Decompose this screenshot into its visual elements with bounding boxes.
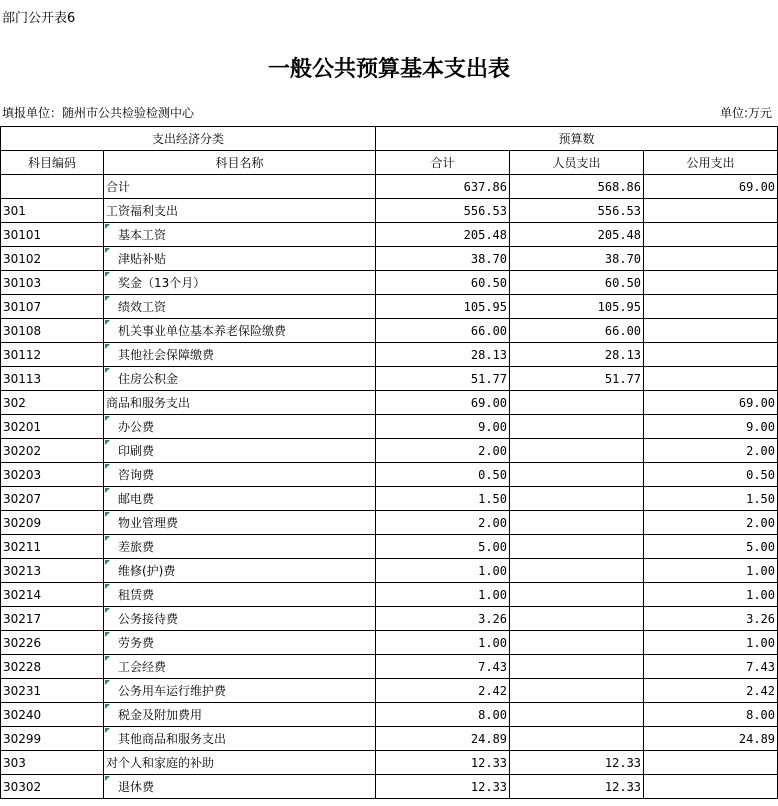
row-code-text: 30103 <box>3 275 42 290</box>
row-name-text: 印刷费 <box>118 444 155 458</box>
row-personnel-text: 556.53 <box>597 203 642 218</box>
row-public <box>644 511 778 535</box>
row-public-text: 69.00 <box>738 395 776 410</box>
row-public <box>644 751 778 775</box>
row-personnel <box>510 367 644 391</box>
row-code-text: 30226 <box>3 635 42 650</box>
row-public <box>644 727 778 751</box>
cell-comment-marker-icon <box>105 368 110 373</box>
cell-comment-marker-icon <box>105 608 110 613</box>
table-number-label: 部门公开表6 <box>2 11 76 26</box>
cell-comment-marker-icon <box>105 440 110 445</box>
row-public <box>644 607 778 631</box>
row-name-text: 商品和服务支出 <box>106 396 191 410</box>
row-personnel-text: 51.77 <box>604 371 642 386</box>
row-total <box>376 559 510 583</box>
row-public <box>644 343 778 367</box>
row-total-text: 9.00 <box>478 419 508 434</box>
row-total-text: 69.00 <box>470 395 508 410</box>
row-name <box>104 367 376 391</box>
row-public-text: 24.89 <box>738 731 776 746</box>
row-name-text: 邮电费 <box>118 492 155 506</box>
row-personnel <box>510 775 644 799</box>
row-code <box>1 463 104 487</box>
row-name-text: 合计 <box>106 180 131 194</box>
row-code-text: 30102 <box>3 251 42 266</box>
table-row <box>1 439 778 463</box>
row-name <box>104 271 376 295</box>
row-name-text: 劳务费 <box>118 636 155 650</box>
row-total-text: 51.77 <box>470 371 508 386</box>
row-name <box>104 175 376 199</box>
cell-comment-marker-icon <box>105 776 110 781</box>
row-name <box>104 391 376 415</box>
row-public <box>644 439 778 463</box>
row-personnel <box>510 511 644 535</box>
row-public-text: 9.00 <box>746 419 776 434</box>
budget-table <box>0 126 778 799</box>
row-code-text: 30217 <box>3 611 42 626</box>
row-code-text: 30202 <box>3 443 42 458</box>
row-personnel-text: 12.33 <box>604 779 642 794</box>
row-personnel-text: 60.50 <box>604 275 642 290</box>
row-code <box>1 415 104 439</box>
row-public <box>644 655 778 679</box>
table-row <box>1 631 778 655</box>
row-code-text: 30240 <box>3 707 42 722</box>
row-code <box>1 319 104 343</box>
row-personnel <box>510 319 644 343</box>
table-row <box>1 415 778 439</box>
row-name <box>104 463 376 487</box>
row-code-text: 30201 <box>3 419 42 434</box>
table-row <box>1 223 778 247</box>
row-personnel <box>510 295 644 319</box>
row-public-text: 2.42 <box>746 683 776 698</box>
row-total <box>376 199 510 223</box>
cell-comment-marker-icon <box>105 680 110 685</box>
row-total <box>376 367 510 391</box>
row-total <box>376 415 510 439</box>
row-personnel <box>510 607 644 631</box>
row-total-text: 12.33 <box>470 755 508 770</box>
currency-unit: 单位:万元 <box>719 106 772 120</box>
row-code-text: 30213 <box>3 563 42 578</box>
header-group-row <box>1 127 778 151</box>
cell-comment-marker-icon <box>105 248 110 253</box>
row-total-text: 2.00 <box>478 515 508 530</box>
row-personnel-text: 568.86 <box>597 179 642 194</box>
row-public <box>644 775 778 799</box>
cell-comment-marker-icon <box>105 272 110 277</box>
row-name <box>104 655 376 679</box>
page-title: 一般公共预算基本支出表 <box>267 56 510 82</box>
row-code <box>1 439 104 463</box>
row-code <box>1 511 104 535</box>
row-name-text: 其他社会保障缴费 <box>118 348 215 362</box>
table-row <box>1 727 778 751</box>
row-name-text: 机关事业单位基本养老保险缴费 <box>118 324 287 338</box>
row-name-text: 退休费 <box>118 780 155 794</box>
row-code-text: 30101 <box>3 227 42 242</box>
table-row <box>1 271 778 295</box>
row-name <box>104 247 376 271</box>
header-public: 公用支出 <box>644 151 778 175</box>
row-public-text: 5.00 <box>746 539 776 554</box>
row-name-text: 公务用车运行维护费 <box>118 684 227 698</box>
table-row <box>1 751 778 775</box>
cell-comment-marker-icon <box>105 464 110 469</box>
row-total <box>376 679 510 703</box>
row-total-text: 1.00 <box>478 635 508 650</box>
row-name <box>104 775 376 799</box>
row-total-text: 66.00 <box>470 323 508 338</box>
row-public <box>644 631 778 655</box>
row-name <box>104 223 376 247</box>
row-public <box>644 391 778 415</box>
row-total <box>376 751 510 775</box>
row-total-text: 12.33 <box>470 779 508 794</box>
cell-comment-marker-icon <box>105 224 110 229</box>
row-total <box>376 583 510 607</box>
row-total <box>376 247 510 271</box>
row-code <box>1 727 104 751</box>
table-row <box>1 535 778 559</box>
reporting-unit: 填报单位：随州市公共检验检测中心 <box>2 106 195 120</box>
row-personnel <box>510 487 644 511</box>
row-name <box>104 511 376 535</box>
row-total <box>376 463 510 487</box>
table-row <box>1 679 778 703</box>
row-code-text: 30107 <box>3 299 42 314</box>
row-public-text: 3.26 <box>746 611 776 626</box>
row-name <box>104 487 376 511</box>
row-name-text: 绩效工资 <box>118 300 167 314</box>
row-public <box>644 703 778 727</box>
row-code <box>1 295 104 319</box>
row-name <box>104 439 376 463</box>
row-public-text: 2.00 <box>746 515 776 530</box>
cell-comment-marker-icon <box>105 488 110 493</box>
row-name <box>104 607 376 631</box>
row-total <box>376 487 510 511</box>
row-total <box>376 223 510 247</box>
row-personnel <box>510 415 644 439</box>
row-name <box>104 631 376 655</box>
row-code <box>1 583 104 607</box>
row-total <box>376 607 510 631</box>
row-code <box>1 703 104 727</box>
row-code-text: 30207 <box>3 491 42 506</box>
row-personnel <box>510 463 644 487</box>
table-row <box>1 295 778 319</box>
row-total <box>376 631 510 655</box>
table-row <box>1 463 778 487</box>
row-code-text: 303 <box>3 755 26 770</box>
row-total-text: 5.00 <box>478 539 508 554</box>
row-name-text: 维修(护)费 <box>118 564 176 578</box>
table-row <box>1 655 778 679</box>
row-code-text: 302 <box>3 395 26 410</box>
row-personnel-text: 38.70 <box>604 251 642 266</box>
row-code <box>1 607 104 631</box>
header-economic-classification: 支出经济分类 <box>1 127 376 151</box>
row-personnel-text: 12.33 <box>604 755 642 770</box>
row-total <box>376 439 510 463</box>
header-personnel: 人员支出 <box>510 151 644 175</box>
row-name <box>104 751 376 775</box>
header-budget-amount: 预算数 <box>376 127 778 151</box>
cell-comment-marker-icon <box>105 560 110 565</box>
row-code-text: 30211 <box>3 539 42 554</box>
row-personnel <box>510 727 644 751</box>
row-personnel <box>510 631 644 655</box>
row-code-text: 301 <box>3 203 26 218</box>
cell-comment-marker-icon <box>105 656 110 661</box>
row-public <box>644 295 778 319</box>
row-name <box>104 343 376 367</box>
row-personnel-text: 66.00 <box>604 323 642 338</box>
table-row <box>1 247 778 271</box>
table-row <box>1 487 778 511</box>
row-total-text: 60.50 <box>470 275 508 290</box>
row-name-text: 办公费 <box>118 420 155 434</box>
row-name-text: 基本工资 <box>118 228 167 242</box>
row-total <box>376 391 510 415</box>
row-total-text: 637.86 <box>463 179 508 194</box>
row-total-text: 0.50 <box>478 467 508 482</box>
row-code-text: 30112 <box>3 347 42 362</box>
row-code <box>1 223 104 247</box>
row-total <box>376 703 510 727</box>
header-total: 合计 <box>376 151 510 175</box>
row-name-text: 工资福利支出 <box>106 204 179 218</box>
row-name-text: 津贴补贴 <box>118 252 167 266</box>
row-name-text: 租赁费 <box>118 588 155 602</box>
row-name-text: 奖金（13个月） <box>118 276 206 290</box>
table-row <box>1 775 778 799</box>
row-total <box>376 271 510 295</box>
row-public <box>644 487 778 511</box>
row-public-text: 0.50 <box>746 467 776 482</box>
row-name-text: 咨询费 <box>118 468 155 482</box>
row-name <box>104 679 376 703</box>
row-name <box>104 703 376 727</box>
row-name <box>104 199 376 223</box>
table-row <box>1 391 778 415</box>
row-total-text: 1.00 <box>478 563 508 578</box>
row-name-text: 工会经费 <box>118 660 167 674</box>
row-total <box>376 535 510 559</box>
row-code <box>1 655 104 679</box>
row-public <box>644 679 778 703</box>
row-code-text: 30108 <box>3 323 42 338</box>
row-total <box>376 655 510 679</box>
row-total-text: 38.70 <box>470 251 508 266</box>
row-personnel <box>510 271 644 295</box>
row-total <box>376 175 510 199</box>
row-personnel-text: 28.13 <box>604 347 642 362</box>
cell-comment-marker-icon <box>105 536 110 541</box>
row-name-text: 公务接待费 <box>118 612 179 626</box>
table-row <box>1 175 778 199</box>
row-personnel-text: 205.48 <box>597 227 642 242</box>
row-public <box>644 271 778 295</box>
row-public <box>644 319 778 343</box>
row-personnel-text: 105.95 <box>597 299 642 314</box>
row-total <box>376 343 510 367</box>
row-personnel <box>510 655 644 679</box>
row-public-text: 8.00 <box>746 707 776 722</box>
cell-comment-marker-icon <box>105 320 110 325</box>
row-personnel <box>510 679 644 703</box>
row-total-text: 1.00 <box>478 587 508 602</box>
row-name <box>104 535 376 559</box>
row-total <box>376 727 510 751</box>
row-name <box>104 319 376 343</box>
row-public <box>644 463 778 487</box>
row-public-text: 1.00 <box>746 587 776 602</box>
row-public <box>644 415 778 439</box>
row-personnel <box>510 703 644 727</box>
row-public <box>644 559 778 583</box>
cell-comment-marker-icon <box>105 584 110 589</box>
row-code-text: 30299 <box>3 731 42 746</box>
row-personnel <box>510 199 644 223</box>
cell-comment-marker-icon <box>105 296 110 301</box>
row-name <box>104 415 376 439</box>
row-personnel <box>510 439 644 463</box>
row-personnel <box>510 583 644 607</box>
cell-comment-marker-icon <box>105 512 110 517</box>
row-total-text: 2.42 <box>478 683 508 698</box>
row-total-text: 1.50 <box>478 491 508 506</box>
row-code-text: 30228 <box>3 659 42 674</box>
table-row <box>1 703 778 727</box>
row-code <box>1 559 104 583</box>
cell-comment-marker-icon <box>105 632 110 637</box>
row-total <box>376 511 510 535</box>
row-personnel <box>510 391 644 415</box>
row-name <box>104 727 376 751</box>
row-code <box>1 535 104 559</box>
row-name-text: 对个人和家庭的补助 <box>106 756 215 770</box>
table-row <box>1 199 778 223</box>
row-code-text: 30203 <box>3 467 42 482</box>
row-total-text: 205.48 <box>463 227 508 242</box>
row-public <box>644 583 778 607</box>
row-code <box>1 775 104 799</box>
row-public <box>644 367 778 391</box>
row-total-text: 28.13 <box>470 347 508 362</box>
row-total-text: 105.95 <box>463 299 508 314</box>
table-row <box>1 607 778 631</box>
row-personnel <box>510 175 644 199</box>
row-code <box>1 175 104 199</box>
table-row <box>1 319 778 343</box>
row-total-text: 556.53 <box>463 203 508 218</box>
row-code <box>1 271 104 295</box>
row-public-text: 69.00 <box>738 179 776 194</box>
cell-comment-marker-icon <box>105 728 110 733</box>
row-total-text: 8.00 <box>478 707 508 722</box>
row-code-text: 30302 <box>3 779 42 794</box>
cell-comment-marker-icon <box>105 344 110 349</box>
row-code-text: 30209 <box>3 515 42 530</box>
row-name <box>104 583 376 607</box>
row-code-text: 30231 <box>3 683 42 698</box>
row-name-text: 物业管理费 <box>118 516 179 530</box>
row-name-text: 其他商品和服务支出 <box>118 732 227 746</box>
row-public-text: 1.50 <box>746 491 776 506</box>
row-name-text: 差旅费 <box>118 540 155 554</box>
row-total-text: 7.43 <box>478 659 508 674</box>
header-name: 科目名称 <box>104 151 376 175</box>
row-public-text: 2.00 <box>746 443 776 458</box>
cell-comment-marker-icon <box>105 416 110 421</box>
row-code <box>1 367 104 391</box>
row-code <box>1 199 104 223</box>
header-column-row <box>1 151 778 175</box>
row-code-text: 30214 <box>3 587 42 602</box>
row-personnel <box>510 535 644 559</box>
row-name <box>104 559 376 583</box>
row-total-text: 2.00 <box>478 443 508 458</box>
row-code-text: 30113 <box>3 371 42 386</box>
row-public-text: 7.43 <box>746 659 776 674</box>
row-public <box>644 175 778 199</box>
row-name-text: 税金及附加费用 <box>118 708 203 722</box>
row-personnel <box>510 559 644 583</box>
cell-comment-marker-icon <box>105 704 110 709</box>
table-row <box>1 511 778 535</box>
row-public <box>644 535 778 559</box>
row-personnel <box>510 751 644 775</box>
header-code: 科目编码 <box>1 151 104 175</box>
row-code <box>1 247 104 271</box>
row-total <box>376 319 510 343</box>
row-code <box>1 751 104 775</box>
table-row <box>1 343 778 367</box>
row-public-text: 1.00 <box>746 563 776 578</box>
row-public-text: 1.00 <box>746 635 776 650</box>
row-total-text: 3.26 <box>478 611 508 626</box>
row-public <box>644 199 778 223</box>
table-row <box>1 583 778 607</box>
row-code <box>1 343 104 367</box>
row-personnel <box>510 343 644 367</box>
row-total <box>376 775 510 799</box>
row-public <box>644 247 778 271</box>
row-name-text: 住房公积金 <box>118 372 179 386</box>
row-code <box>1 391 104 415</box>
row-personnel <box>510 247 644 271</box>
row-code <box>1 487 104 511</box>
row-code <box>1 679 104 703</box>
row-total <box>376 295 510 319</box>
row-public <box>644 223 778 247</box>
row-total-text: 24.89 <box>470 731 508 746</box>
table-row <box>1 559 778 583</box>
table-row <box>1 367 778 391</box>
row-code <box>1 631 104 655</box>
row-name <box>104 295 376 319</box>
row-personnel <box>510 223 644 247</box>
